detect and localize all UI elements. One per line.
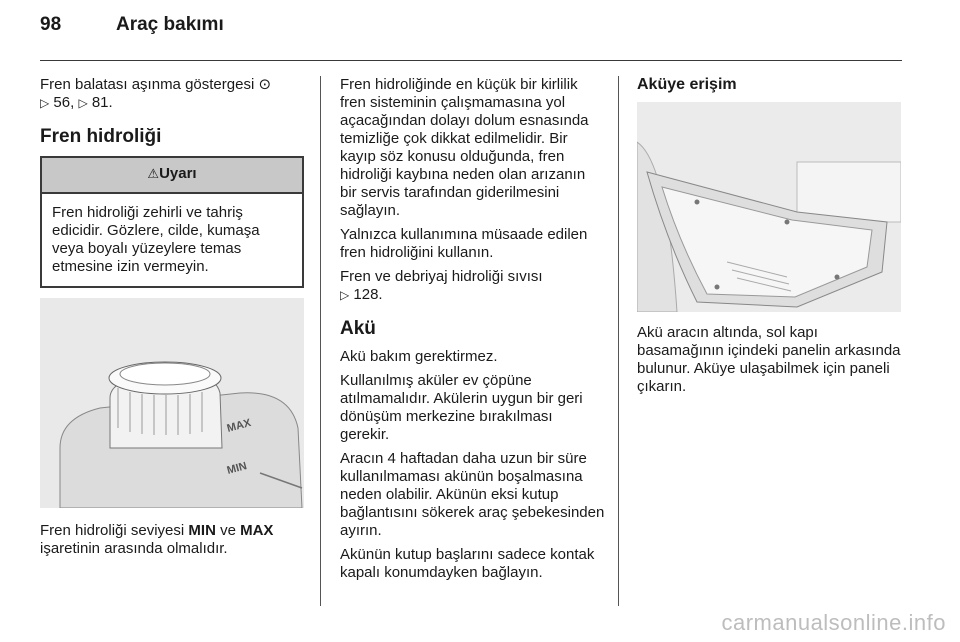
paragraph: Kullanılmış aküler ev çöpüne atılmamalıdır. Akülerin uygun bir geri dönüşüm merkezine bırakılması gerekir. <box>340 372 583 443</box>
reference-arrow-icon: ▷ <box>340 288 350 302</box>
reference-link-81[interactable]: 81. <box>91 94 113 111</box>
paragraph: Fren hidroliğinde en küçük bir kirlilik fren sisteminin çalışmamasına yol açacağından dolayı dolum esnasında temizliğe çok dikkat edilmelidir. Bir kayıp söz konusu olduğunda, fren hidroliği kaybına neden olan arızanın bir servis tarafından giderilmesini sağlayın. <box>340 76 589 219</box>
paragraph: Fren ve debriyaj hidroliği sıvısı ▷ 128. <box>340 268 543 303</box>
reservoir-max-label: MAX <box>225 416 253 435</box>
paragraph: Aracın 4 haftadan daha uzun bir süre kullanılmaması akünün boşalmasına neden olabilir. Akünün eksi kutup bağlantısını sökerek araç şebekesinden ayırın. <box>340 450 605 539</box>
paragraph: Akü aracın altında, sol kapı basamağının içindeki panelin arkasında bulunur. Aküye ulaşabilmek için paneli çıkarın. <box>637 324 901 395</box>
column-2 <box>340 76 605 588</box>
column-divider-1 <box>320 76 321 606</box>
battery-heading: Akü <box>340 318 376 339</box>
warning-triangle-icon: ⚠ <box>147 166 160 181</box>
paragraph: Yalnızca kullanımına müsaade edilen fren hidroliğini kullanın. <box>340 226 588 261</box>
reference-link-128[interactable]: 128. <box>353 286 383 303</box>
warning-title: Uyarı <box>159 165 197 182</box>
paragraph: Akü bakım gerektirmez. <box>340 348 498 365</box>
column-3 <box>637 76 902 402</box>
warning-header <box>42 158 302 194</box>
reference-link-56[interactable]: 56, <box>53 94 75 111</box>
warning-box <box>40 156 304 288</box>
battery-access-heading: Aküye erişim <box>637 76 737 93</box>
header-rule <box>40 60 902 61</box>
paragraph: Akünün kutup başlarını sadece kontak kapalı konumdayken bağlayın. <box>340 546 595 581</box>
column-divider-2 <box>618 76 619 606</box>
page-number: 98 <box>40 14 62 35</box>
watermark: carmanualsonline.info <box>721 610 946 635</box>
page-title: Araç bakımı <box>116 14 224 35</box>
figure-caption: Fren hidroliği seviyesi MIN ve MAX işaretinin arasında olmalıdır. <box>40 522 274 557</box>
wear-indicator-paragraph: Fren balatası aşınma göstergesi ⊙ ▷ 56, ▷ 81. <box>40 76 272 111</box>
warning-text: Fren hidroliği zehirli ve tahriş edicidir. Gözlere, cilde, kumaşa veya boyalı yüzeylere temas etmesine izin vermeyin. <box>52 204 260 275</box>
column-1 <box>40 76 304 564</box>
reservoir-min-label: MIN <box>225 460 249 477</box>
reference-arrow-icon: ▷ <box>78 96 88 110</box>
battery-access-panel-figure <box>637 102 901 312</box>
brake-wear-icon: ⊙ <box>258 76 272 93</box>
page-header <box>40 14 224 36</box>
reference-arrow-icon: ▷ <box>40 96 50 110</box>
brake-fluid-reservoir-figure <box>40 298 304 508</box>
brake-fluid-heading: Fren hidroliği <box>40 126 162 147</box>
